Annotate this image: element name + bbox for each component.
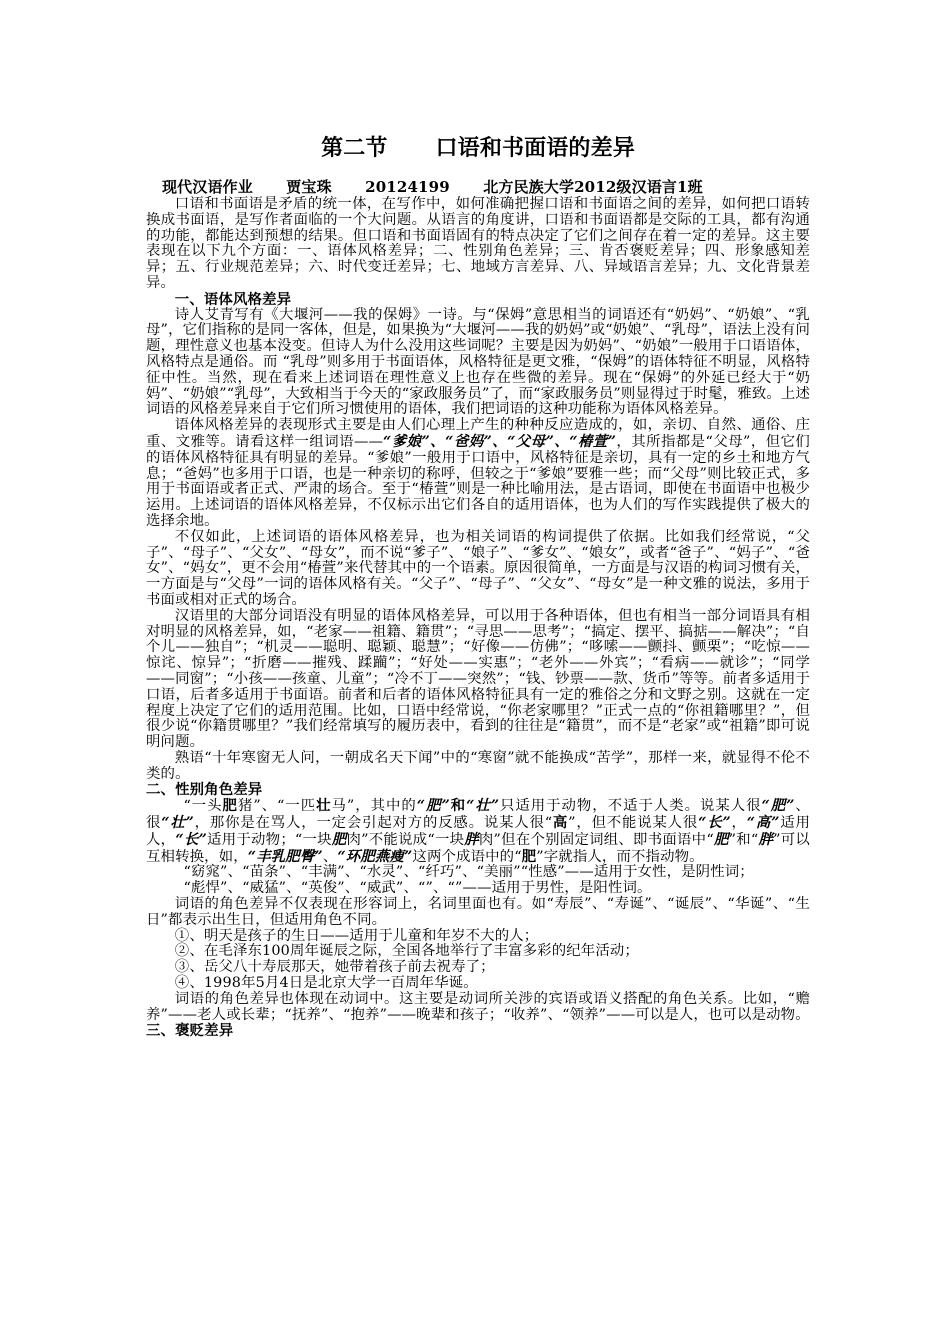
text-run: ”和“ xyxy=(728,831,759,848)
author-line xyxy=(162,178,810,196)
text-run: ， xyxy=(730,815,747,832)
keyword: 肥 xyxy=(713,830,729,848)
keyword: 壮 xyxy=(316,797,332,815)
text-run: 适用于动物；“一块 xyxy=(206,831,332,848)
keyword: 胖 xyxy=(464,830,479,848)
author-name: 贾宝珠 xyxy=(286,178,332,196)
keyword: 肥 xyxy=(222,797,238,815)
text-run: 猪”、“一匹 xyxy=(237,798,317,815)
keyword: “肥” xyxy=(416,797,450,815)
text-run: 马”，其中的 xyxy=(331,798,417,815)
keyword: 肥 xyxy=(521,847,537,865)
term-bama: 、“爸妈” xyxy=(429,432,492,450)
s1-paragraph-1: 诗人艾青写有《大堰河——我的保姆》一诗。与“保姆”意思相当的词语还有“奶妈”、“奶娘”、“乳母”，它们指称的是同一客体，但是，如果换为“大堰河——我的奶妈”或“奶娘”、“乳母”，语法上没有问题，理性意义也基本没变。但诗人为什么没用这些词呢？主要是因为奶妈”、“奶娘”一般用于口语语体，风格特点是通俗。而 “乳母”则多用于书面语体，风格特征是更文雅，“保姆”的语体特征不明显，风格特征中性。当然，现在看来上述词语在理性意义上也存在些微的差异。现在“保姆”的外延已经大于“奶妈”、“奶娘”“乳母”，大致相当于今天的“家政服务员”了，而“家政服务员”则显得过于时髦，雅致。上述词语的风格差异来自于它们所习惯使用的语体，我们把词语的这种功能称为语体风格差异。 xyxy=(146,306,810,418)
s2-paragraph-5: 词语的角色差异也体现在动词中。这主要是动词所关涉的宾语或语义搭配的角色关系。比如，“赡养”——老人或长辈；“抚养”、“抱养”——晚辈和孩子；“收养”、“领养”——可以是人，也可以是动物。 xyxy=(146,990,810,1023)
s1-paragraph-3: 不仅如此，上述词语的语体风格差异，也为相关词语的构词提供了依据。比如我们经常说，“父子”、“母子”、“父女”、“母女”，而不说“爹子”、“娘子”、“爹女”、“娘女”，或者“爸子”、“妈子”、“爸女”、“妈女”，更不会用“椿萱”来代替其中的一个语素。原因很简单，一方面是与汉语的构词习惯有关，一方面是与“父母”一词的语体风格有关。“父子”、“母子”、“父女”、“母女”是一种文雅的说法，多用于书面或相对正式的场合。 xyxy=(146,528,810,608)
text-run: 、很 xyxy=(146,798,810,832)
keyword: “肥” xyxy=(761,797,795,815)
s2-paragraph-2: “窈窕”、“苗条”、“丰满”、“水灵”、“纤巧”、“美丽”“性感”——适用于女性，是阴性词； xyxy=(183,864,754,881)
class-name: 北方民族大学2012级汉语言1班 xyxy=(483,178,703,196)
keyword: “高” xyxy=(746,814,780,832)
text-run: 适用人， xyxy=(146,815,810,848)
section-heading-1: 一、语体风格差异 xyxy=(174,290,292,308)
keyword: 肥 xyxy=(331,830,347,848)
text-run: ，其所指都是“父母”，但它们的语体风格特征具有明显的差异。“爹娘”一般用于口语中，风格特征是亲切，具有一定的乡土和地方气息；“爸妈”也多用于口语，也是一种亲切的称呼，但较之于“爹娘”要雅一些；而“父母”则比较正式，多用于书面语或者正式、严肃的场合。至于“椿萱”则是一种比喻用法，是古语词，即使在书面语中也极少运用。上述词语的语体风格差异，不仅标示出它们各自的适用语体，也为人们的写作实践提供了极大的选择余地。 xyxy=(146,433,810,529)
s2-paragraph-1 xyxy=(146,798,810,865)
term-fumu: 、“父母” xyxy=(491,432,555,450)
keyword: “壮” xyxy=(466,797,500,815)
s1-paragraph-5: 熟语“十年寒窗无人问，一朝成名天下闻”中的“寒窗”就不能换成“苦学”，那样一来，就显得不伦不类的。 xyxy=(146,749,810,782)
keyword: “环肥燕瘦” xyxy=(337,847,413,865)
keyword: “长” xyxy=(698,814,731,832)
list-item: ②、在毛泽东100周年诞辰之际，全国各地举行了丰富多彩的纪年活动； xyxy=(174,943,639,960)
course-name: 现代汉语作业 xyxy=(162,178,253,196)
term-chunxuan: 、“椿萱” xyxy=(554,432,617,450)
text-run: ”字就指人，而不指动物。 xyxy=(536,848,704,865)
text-run: 肉”但在个别固定词组、即书面语中“ xyxy=(478,831,714,848)
keyword: “壮” xyxy=(161,814,194,832)
s2-paragraph-3: “彪悍”、“威猛”、“英俊”、“威武”、“”、“”——适用于男性，是阳性词。 xyxy=(183,880,652,897)
text-run: 语体风格差异的表现形式主要是由人们心理上产生的种种反应造成的，如，亲切、自然、通俗、庄重、文雅等。请看这样一组词语—— xyxy=(146,417,810,450)
keyword: 高 xyxy=(552,814,569,832)
text-run: ”可以互相转换，如， xyxy=(146,831,810,865)
keyword: 胖 xyxy=(758,830,774,848)
term-dieniang: “爹娘” xyxy=(383,432,430,450)
document-page xyxy=(146,134,810,1039)
text-run: 肉”不能说成“一块 xyxy=(346,831,465,848)
student-id: 20124199 xyxy=(365,178,450,196)
list-item: ③、岳父八十寿辰那天，她带着孩子前去祝寿了； xyxy=(174,959,495,976)
section-heading-3: 三、褒贬差异 xyxy=(146,1022,234,1040)
section-heading-2: 二、性别角色差异 xyxy=(146,781,263,799)
text-run: 这两个成语中的“ xyxy=(412,848,522,865)
s1-paragraph-2 xyxy=(146,418,810,530)
list-item: ④、1998年5月4日是北京大学一百周年华诞。 xyxy=(174,975,478,992)
text-run: ”，但不能说某人很 xyxy=(568,815,699,832)
text-run: 只适用于动物，不适于人类。说某人很 xyxy=(499,798,762,815)
list-item: ①、明天是孩子的生日——适用于儿童和年岁不大的人； xyxy=(174,927,539,944)
text-run: “一头 xyxy=(183,798,223,815)
intro-paragraph: 口语和书面语是矛盾的统一体，在写作中，如何准确把握口语和书面语之间的差异，如何把口语转换成书面语，是写作者面临的一个大问题。从语言的角度讲，口语和书面语都是交际的工具，都有沟通的功能，都能达到预想的结果。但口语和书面语固有的特点决定了它们之间存在着一定的差异。这主要表现在以下九个方面：一、语体风格差异；二、性别角色差异；三、肯否褒贬差异；四、形象感知差异；五、行业规范差异；六、时代变迁差异；七、地域方言差异、八、异域语言差异；九、文化背景差异。 xyxy=(146,196,810,291)
keyword: “长” xyxy=(175,830,207,848)
text-run: ，那你是在骂人，一定会引起对方的反感。说某人很“ xyxy=(194,815,553,832)
text-run: 、 xyxy=(322,848,338,865)
s1-paragraph-4: 汉语里的大部分词语没有明显的语体风格差异，可以用于各种语体，但也有相当一部分词语具有相对明显的风格差异，如，“老家——祖籍、籍贯”；“寻思——思考”；“搞定、摆平、搞掂——解决”；“自个儿——独自”；“机灵——聪明、聪颖、聪慧”；“好像——仿佛”；“哆嗦——颤抖、颤栗”；“吃惊——惊诧、惊异”；“折磨——摧残、蹂躏”；“好处——实惠”；“老外——外宾”；“看病——就诊”；“同学——同窗”；“小孩——孩童、儿童”；“冷不丁——突然”；“钱、钞票——款、货币”等等。前者多适用于口语，后者多适用于书面语。前者和后者的语体风格特征具有一定的雅俗之分和文野之别。这就在一定程度上决定了它们的适用范围。比如，口语中经常说，“你老家哪里？”正式一点的“你祖籍哪里？”，但很少说“你籍贯哪里？”我们经常填写的履历表中，看到的往往是“籍贯”，而不是“老家”或“祖籍”即可说明问题。 xyxy=(146,607,810,751)
s2-paragraph-4: 词语的角色差异不仅表现在形容词上，名词里面也有。如“寿辰”、“寿诞”、“诞辰”、“华诞”、“生日”都表示出生日，但适用角色不同。 xyxy=(146,896,810,928)
keyword: “丰乳肥臀” xyxy=(247,847,323,865)
page-title: 第二节 口语和书面语的差异 xyxy=(321,135,635,161)
keyword: 和 xyxy=(449,797,467,815)
